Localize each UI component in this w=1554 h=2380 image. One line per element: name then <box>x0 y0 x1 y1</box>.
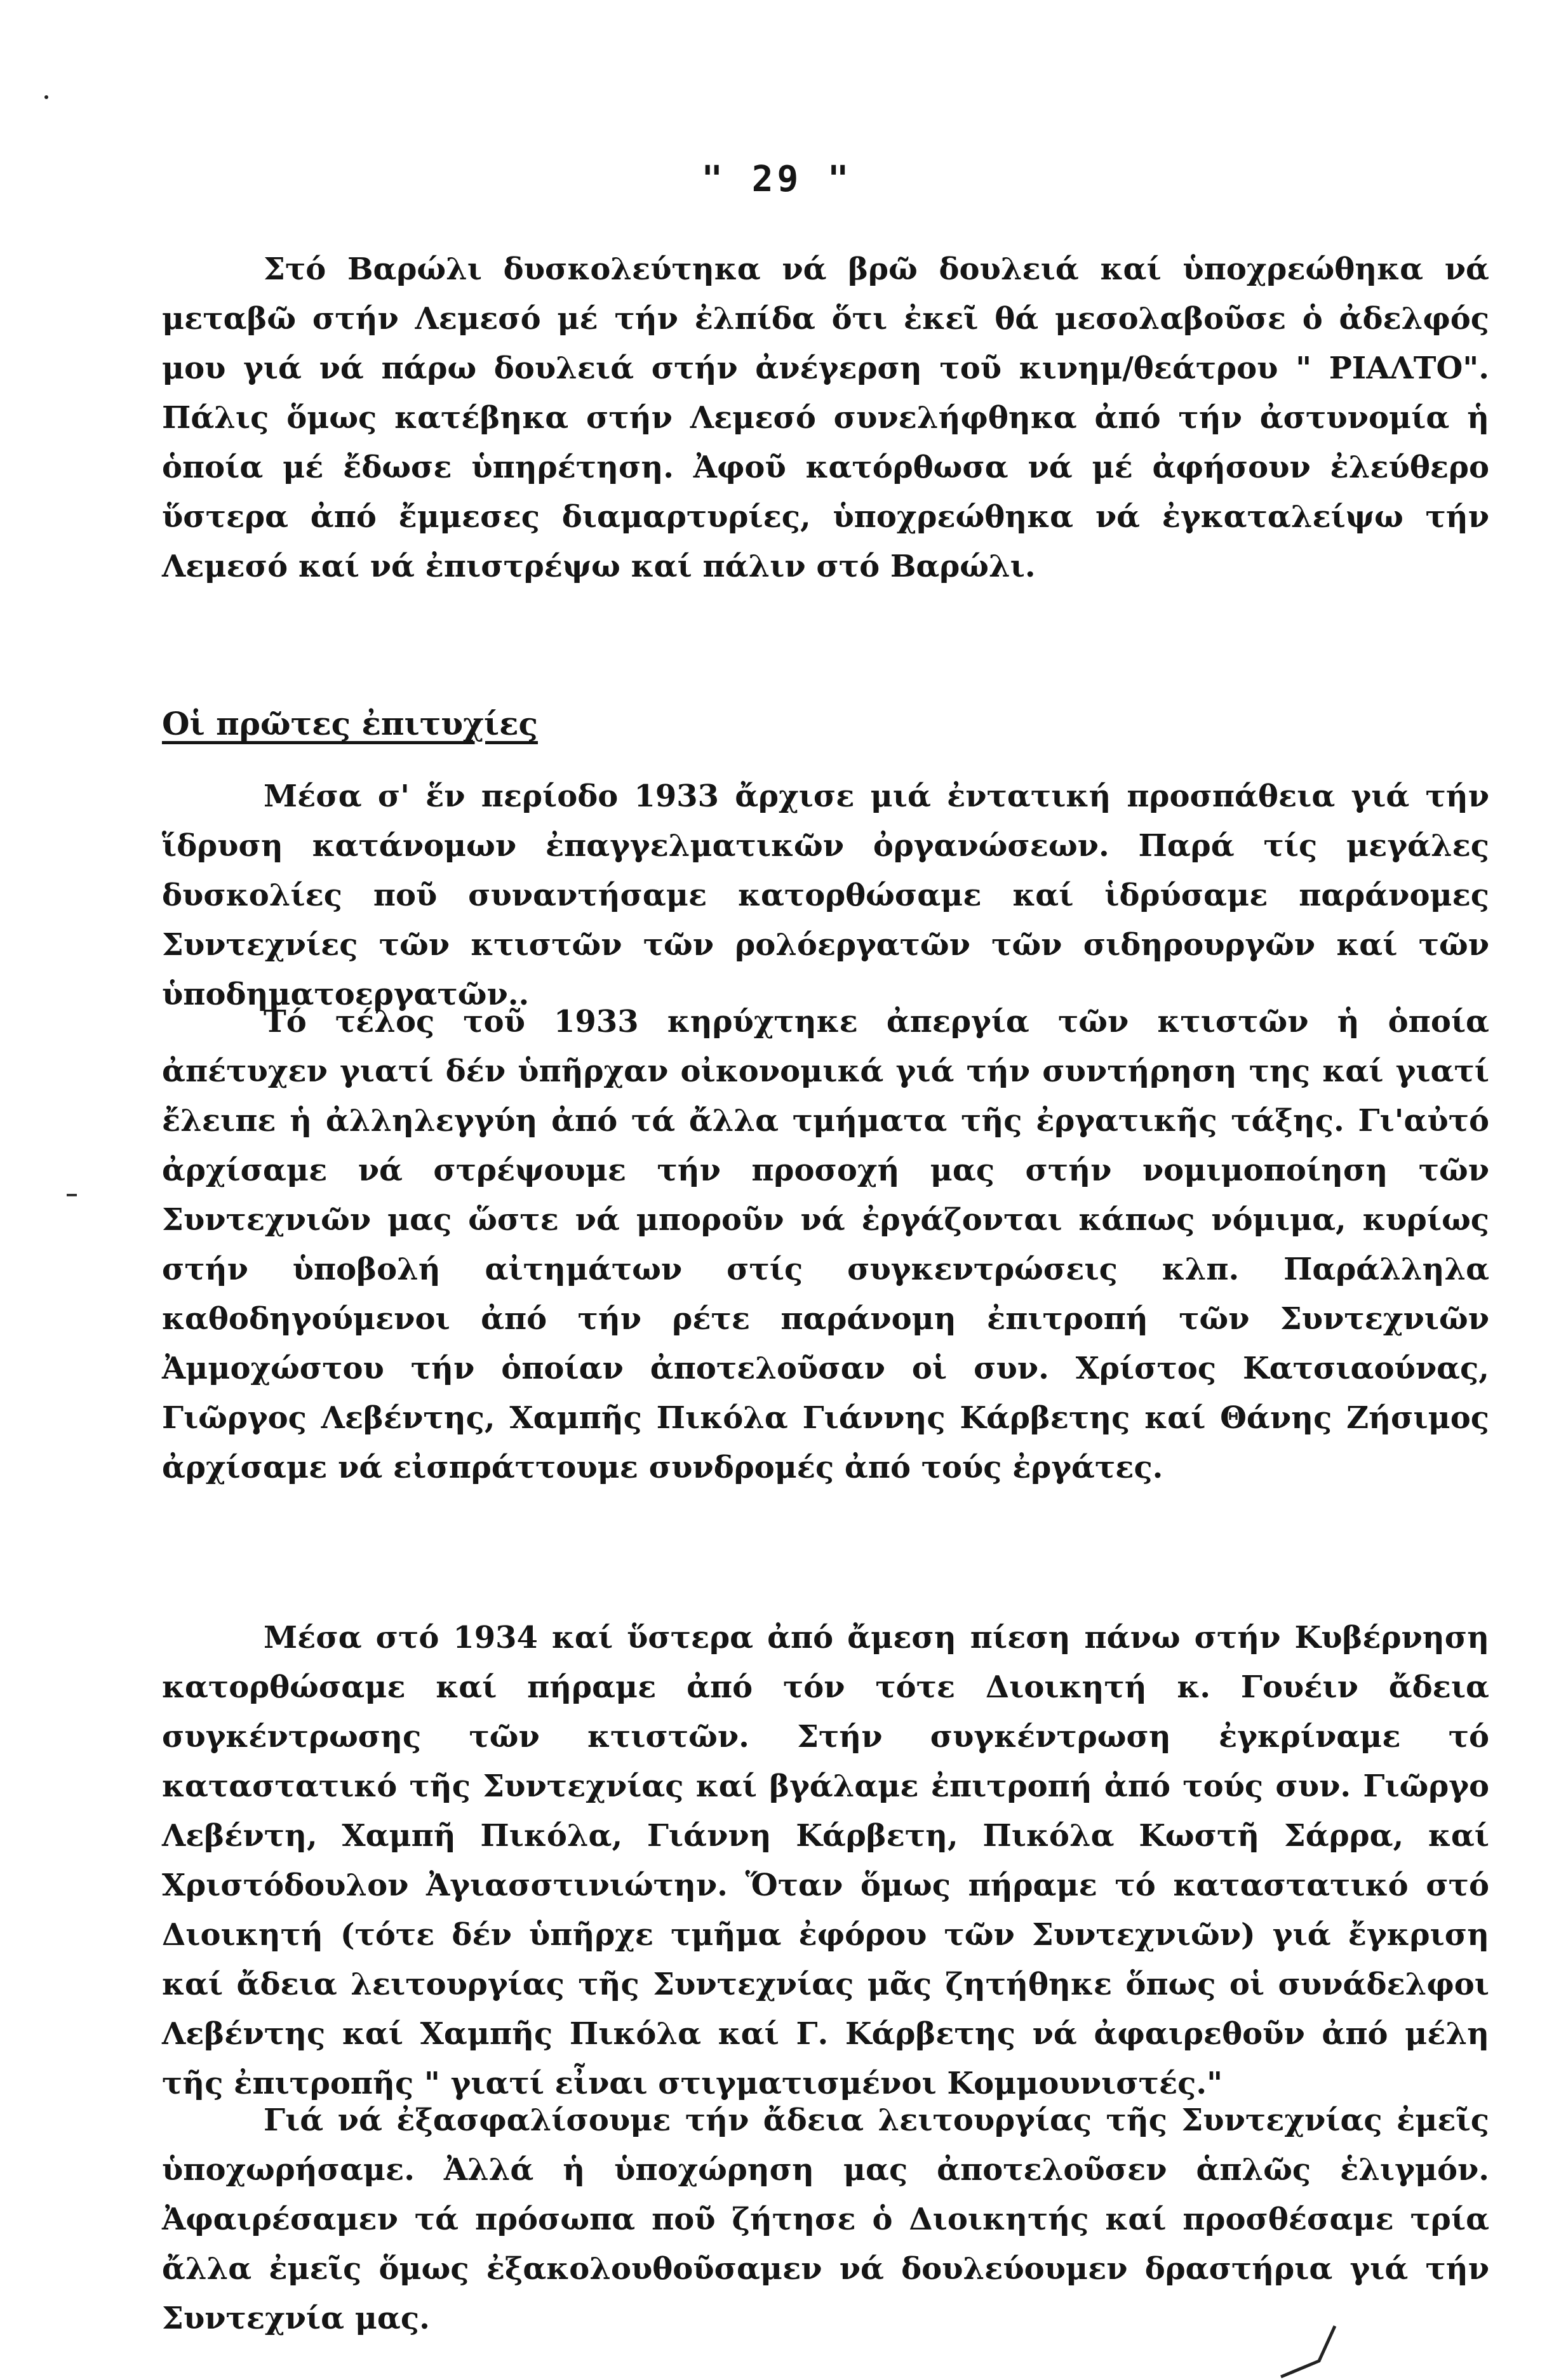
pen-stroke-mark <box>1275 2323 1363 2380</box>
paragraph-3: Τό τέλος τοῦ 1933 κηρύχτηκε ἀπεργία τῶν κτιστῶν ἡ ὁποία ἀπέτυχεν γιατί δέν ὑπῆρχαν οἰκονομικά γιά τήν συντήρηση της καί γιατί ἔλειπε ἡ ἀλληλεγγύη ἀπό τά ἄλλα τμήματα τῆς ἐργατικῆς τάξης. Γι'αὐτό ἀρχίσαμε νά στρέψουμε τήν προσοχή μας στήν νομιμοποίηση τῶν Συντεχνιῶν μας ὥστε νά μποροῦν νά ἐργάζονται κάπως νόμιμα, κυρίως στήν ὑποβολή αἰτημάτων στίς συγκεντρώσεις κλπ. Παράλληλα καθοδηγούμενοι ἀπό τήν ρέτε παράνομη ἐπιτροπή τῶν Συντεχνιῶν Ἀμμοχώστου τήν ὁποίαν ἀποτελοῦσαν οἱ συν. Χρίστος Κατσιαούνας, Γιῶργος Λεβέντης, Χαμπῆς Πικόλα Γιάννης Κάρβετης καί Θάνης Ζήσιμος ἀρχίσαμε νά εἰσπράττουμε συνδρομές ἀπό τούς ἐργάτες. <box>162 1004 1489 1485</box>
paragraph-5: Γιά νά ἐξασφαλίσουμε τήν ἄδεια λειτουργίας τῆς Συντεχνίας ἐμεῖς ὑποχωρήσαμε. Ἀλλά ἡ ὑποχώρηση μας ἀποτελοῦσεν ἁπλῶς ἑλιγμόν. Ἀφαιρέσαμεν τά πρόσωπα ποῦ ζήτησε ὁ Διοικητής καί προσθέσαμε τρία ἄλλα ἐμεῖς ὅμως ἐξακολουθοῦσαμεν νά δουλεύουμεν δραστήρια γιά τήν Συντεχνία μας. <box>162 2103 1489 2336</box>
paragraph-4: Μέσα στό 1934 καί ὕστερα ἀπό ἄμεση πίεση πάνω στήν Κυβέρνηση κατορθώσαμε καί πήραμε ἀπό τόν τότε Διοικητή κ. Γουέιν ἄδεια συγκέντρωσης τῶν κτιστῶν. Στήν συγκέντρωση ἐγκρίναμε τό καταστατικό τῆς Συντεχνίας καί βγάλαμε ἐπιτροπή ἀπό τούς συν. Γιῶργο Λεβέντη, Χαμπῆ Πικόλα, Γιάννη Κάρβετη, Πικόλα Κωστῆ Σάρρα, καί Χριστόδουλον Ἀγιασστινιώτην. Ὅταν ὅμως πήραμε τό καταστατικό στό Διοικητή (τότε δέν ὑπῆρχε τμῆμα ἐφόρου τῶν Συντεχνιῶν) γιά ἔγκριση καί ἄδεια λειτουργίας τῆς Συντεχνίας μᾶς ζητήθηκε ὅπως οἱ συνάδελφοι Λεβέντης καί Χαμπῆς Πικόλα καί Γ. Κάρβετης νά ἀφαιρεθοῦν ἀπό μέλη τῆς ἐπιτροπῆς " γιατί εἶναι στιγματισμένοι Κομμουνιστές." <box>162 1620 1489 2101</box>
page-number: " 29 " <box>701 159 853 200</box>
paragraph-2: Μέσα σ' ἕν περίοδο 1933 ἄρχισε μιά ἐντατική προσπάθεια γιά τήν ἵδρυση κατάνομων ἐπαγγελματικῶν ὀργανώσεων. Παρά τίς μεγάλες δυσκολίες ποῦ συναντήσαμε κατορθώσαμε καί ἱδρύσαμε παράνομες Συντεχνίες τῶν κτιστῶν τῶν ρολόεργατῶν τῶν σιδηρουργῶν καί τῶν ὑποδηματοεργατῶν.. <box>162 779 1489 1012</box>
paragraph-1: Στό Βαρώλι δυσκολεύτηκα νά βρῶ δουλειά καί ὑποχρεώθηκα νά μεταβῶ στήν Λεμεσό μέ τήν ἐλπίδα ὅτι ἐκεῖ θά μεσολαβοῦσε ὁ ἀδελφός μου γιά νά πάρω δουλειά στήν ἀνέγερση τοῦ κινημ/θεάτρου " ΡΙΑΛΤΟ". Πάλις ὅμως κατέβηκα στήν Λεμεσό συνελήφθηκα ἀπό τήν ἀστυνομία ἡ ὁποία μέ ἔδωσε ὑπηρέτηση. Ἀφοῦ κατόρθωσα νά μέ ἀφήσουν ἐλεύθερο ὕστερα ἀπό ἔμμεσες διαμαρτυρίες, ὑποχρεώθηκα νά ἐγκαταλείψω τήν Λεμεσό καί νά ἐπιστρέψω καί πάλιν στό Βαρώλι. <box>162 251 1489 584</box>
scan-speck <box>44 95 48 99</box>
section-heading: Οἱ πρῶτες ἐπιτυχίες <box>162 705 538 742</box>
scan-mark <box>67 1194 77 1196</box>
